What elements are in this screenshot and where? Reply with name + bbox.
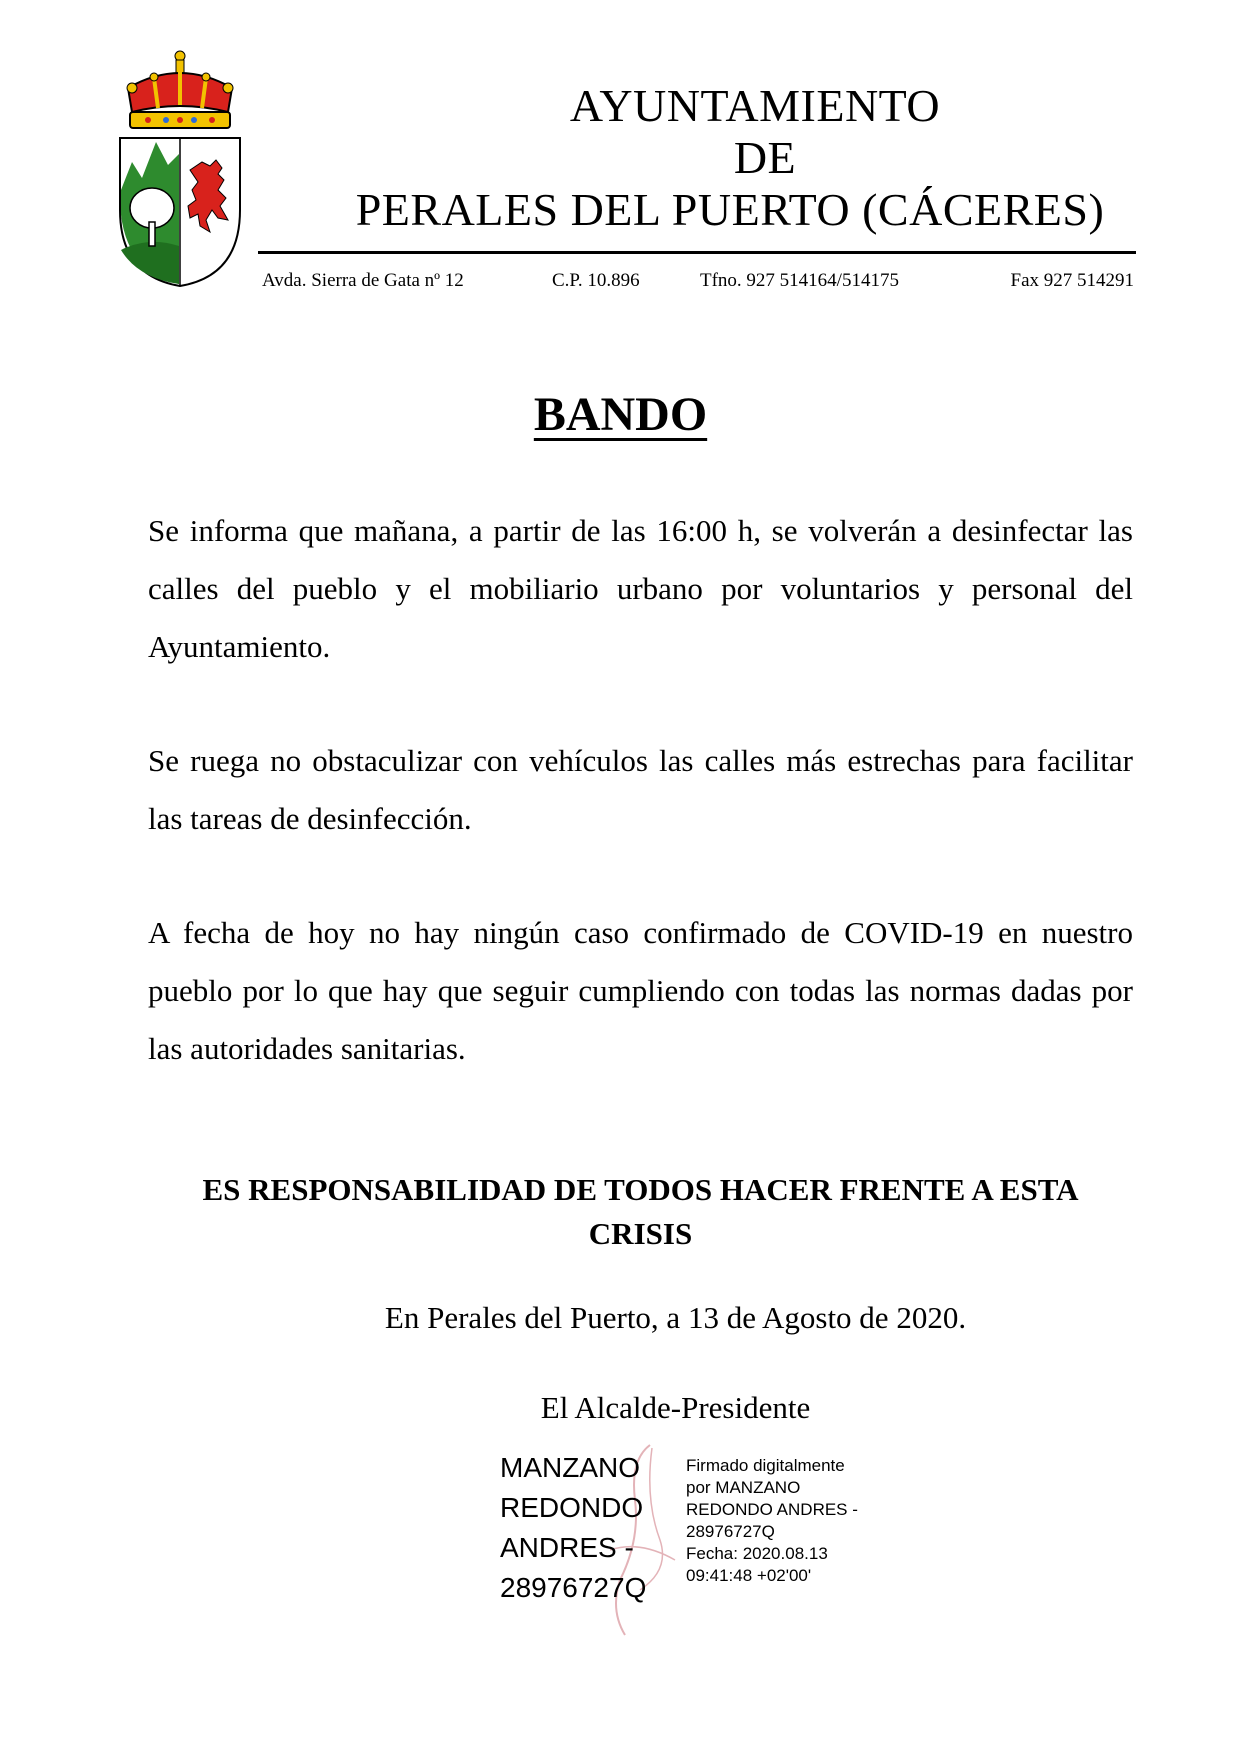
- coat-of-arms-icon: [118, 50, 242, 290]
- signature-detail-line: REDONDO ANDRES -: [686, 1500, 858, 1519]
- phone-text: Tfno. 927 514164/514175: [700, 270, 899, 291]
- address-text: Avda. Sierra de Gata nº 12: [262, 270, 464, 291]
- signature-detail-line: 28976727Q: [686, 1522, 775, 1541]
- signature-name-line: ANDRES -: [500, 1532, 634, 1563]
- document-title: [0, 387, 1241, 442]
- header-divider: [258, 251, 1136, 254]
- signature-detail-line: Fecha: 2020.08.13: [686, 1544, 828, 1563]
- paragraph-3: A fecha de hoy no hay ningún caso confirmado de COVID-19 en nuestro pueblo por lo que hay que seguir cumpliendo con todas las normas dadas por las autoridades sanitarias.: [148, 915, 1133, 1066]
- slogan-line2: CRISIS: [588, 1216, 693, 1251]
- signature-detail-line: por MANZANO: [686, 1478, 801, 1497]
- slogan-line1: ES RESPONSABILIDAD DE TODOS HACER FRENTE A ESTA: [202, 1172, 1079, 1207]
- postal-code-text: C.P. 10.896: [552, 270, 640, 291]
- paragraph-2: Se ruega no obstaculizar con vehículos las calles más estrechas para facilitar las tareas de desinfección.: [148, 743, 1133, 836]
- crown-icon: [127, 51, 233, 128]
- slogan: [148, 1168, 1133, 1256]
- signature-name-line: 28976727Q: [500, 1572, 647, 1603]
- fax-text: Fax 927 514291: [1010, 270, 1134, 291]
- signature-detail-line: 09:41:48 +02'00': [686, 1566, 812, 1585]
- letterhead: [255, 80, 1135, 236]
- letterhead-line1: AYUNTAMIENTO: [569, 80, 941, 131]
- signature-detail-line: Firmado digitalmente: [686, 1456, 845, 1475]
- signature-details: [686, 1455, 906, 1587]
- signature-name: [500, 1448, 700, 1608]
- place-date: En Perales del Puerto, a 13 de Agosto de 2020.: [384, 1300, 967, 1335]
- signature-name-line: MANZANO: [500, 1452, 640, 1483]
- paragraph-1: Se informa que mañana, a partir de las 16:00 h, se volverán a desinfectar las calles del pueblo y el mobiliario urbano por voluntarios y personal del Ayuntamiento.: [148, 513, 1133, 664]
- signer-role: El Alcalde-Presidente: [540, 1390, 811, 1425]
- signature-name-line: REDONDO: [500, 1492, 644, 1523]
- letterhead-line3: PERALES DEL PUERTO (CÁCERES): [355, 184, 1105, 235]
- document-title-text: BANDO: [533, 388, 708, 441]
- letterhead-line2: DE: [733, 132, 797, 183]
